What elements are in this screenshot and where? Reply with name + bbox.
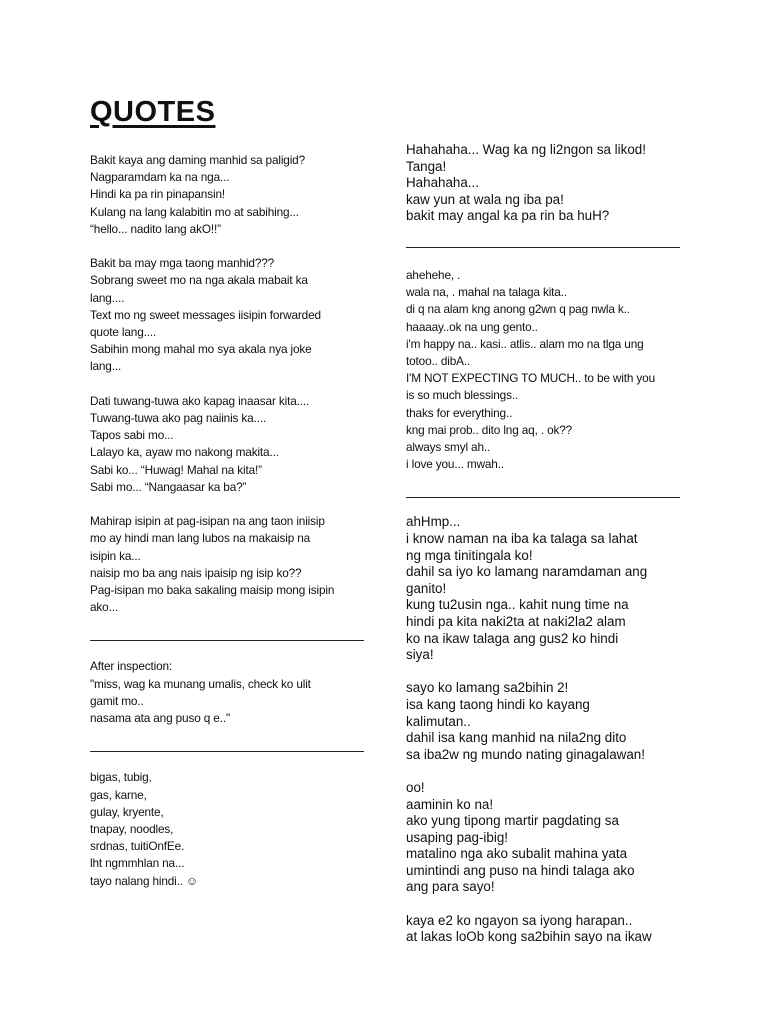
section-divider	[90, 640, 364, 641]
quote-block-ahehehe: ahehehe, . wala na, . mahal na talaga kita.. di q na alam kng anong g2wn q pag nwla k.. haaaay..ok na ung gento.. i'm happy na.. kasi.. atlis.. alam mo na tlga ung totoo.. dibA.. I'M NOT EXPECTING TO MUCH.. to be with you is so much blessings.. thaks for everything.. kng mai prob.. dito lng aq, . ok?? always smyl ah.. i love you... mwah..	[406, 267, 655, 472]
section-divider	[406, 497, 680, 498]
quote-block-after-inspection: After inspection: "miss, wag ka munang umalis, check ko ulit gamit mo.. nasama ata ang puso q e.."	[90, 659, 311, 726]
quote-block-ahhmp: ahHmp... i know naman na iba ka talaga sa lahat ng mga tinitingala ko! dahil sa iyo ko lamang naramdaman ang ganito! kung tu2usin nga.. kahit nung time na hindi pa kita naki2ta at naki2la2 alam ko na ikaw talaga ang gus2 ko hindi siya! sayo ko lamang sa2bihin 2! isa kang taong hindi ko kayang kalimutan.. dahil isa kang manhid na nila2ng dito sa iba2w ng mundo nating ginagalawan! oo! aaminin ko na! ako yung tipong martir pagdating sa usaping pag-ibig! matalino nga ako subalit mahina yata umintindi ang puso na hindi talaga ako ang para sayo! kaya e2 ko ngayon sa iyong harapan.. at lakas loOb kong sa2bihin sayo na ikaw	[406, 514, 652, 945]
quote-block-bigas-list: bigas, tubig, gas, karne, gulay, kryente, tnapay, noodles, srdnas, tuitiOnfEe. lht ngmmhlan na... tayo nalang hindi.. ☺	[90, 770, 198, 888]
quote-block-hahahaha: Hahahaha... Wag ka ng li2ngon sa likod! Tanga! Hahahaha... kaw yun at wala ng iba pa! bakit may angal ka pa rin ba huH?	[406, 142, 646, 224]
right-column	[406, 142, 682, 946]
section-divider	[90, 751, 364, 752]
page-title: QUOTES	[90, 96, 216, 128]
quote-block-poem-manhid: Bakit kaya ang daming manhid sa paligid? Nagparamdam ka na nga... Hindi ka pa rin pinapansin! Kulang na lang kalabitin mo at sabihing... “hello... nadito lang akO!!” Bakit ba may mga taong manhid??? Sobrang sweet mo na nga akala mabait ka lang.... Text mo ng sweet messages iisipin forwarded quote lang.... Sabihin mong mahal mo sya akala nya joke lang... Dati tuwang-tuwa ako kapag inaasar kita.... Tuwang-tuwa ako pag naiinis ka.... Tapos sabi mo... Lalayo ka, ayaw mo nakong makita... Sabi ko... “Huwag! Mahal na kita!” Sabi mo... “Nangaasar ka ba?” Mahirap isipin at pag-isipan na ang taon iniisip mo ay hindi man lang lubos na makaisip na isipin ka... naisip mo ba ang nais ipaisip ng isip ko?? Pag-isipan mo baka sakaling maisip mong isipin ako...	[90, 153, 335, 615]
section-divider	[406, 247, 680, 248]
left-column	[90, 152, 366, 890]
